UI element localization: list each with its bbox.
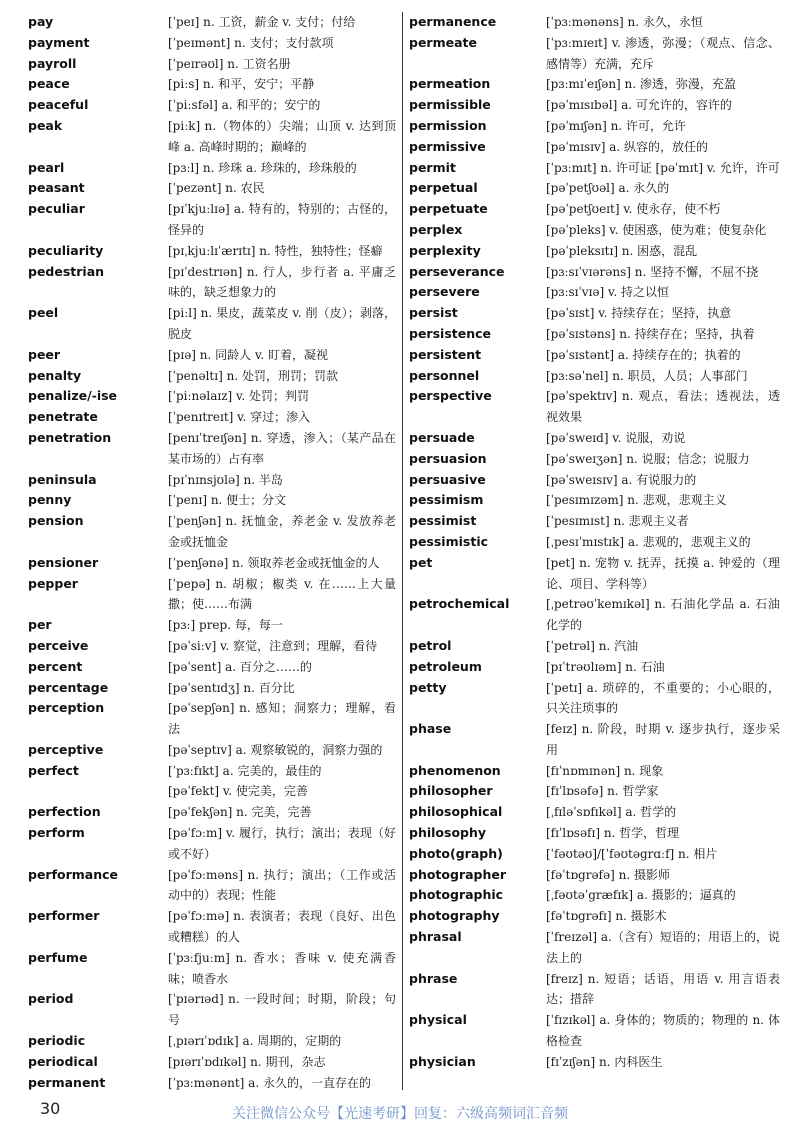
definition: [ˈpenʃənə] n. 领取养老金或抚恤金的人 bbox=[168, 555, 380, 570]
definition: [piːk] n.（物体的）尖端；山顶 v. 达到顶峰 a. 高峰时期的；巅峰的 bbox=[168, 118, 396, 154]
definition: [ˈpeɪmənt] n. 支付；支付款项 bbox=[168, 35, 334, 50]
headword: permeation bbox=[409, 76, 491, 92]
entry-row bbox=[409, 324, 780, 345]
entry-row bbox=[28, 948, 396, 990]
entry-row bbox=[28, 678, 396, 699]
headword: persuade bbox=[409, 429, 475, 445]
entry-row bbox=[409, 532, 780, 553]
entry-row bbox=[28, 1052, 396, 1073]
entry-row bbox=[28, 345, 396, 366]
headword: penalty bbox=[28, 367, 82, 383]
headword: peasant bbox=[28, 180, 85, 196]
entry-row bbox=[28, 428, 396, 470]
headword: payroll bbox=[28, 55, 77, 71]
definition: [pɪˈtrəʊlɪəm] n. 石油 bbox=[546, 659, 665, 674]
definition: [ˈpenʃən] n. 抚恤金，养老金 v. 发放养老金或抚恤金 bbox=[168, 514, 396, 549]
headword: permissible bbox=[409, 97, 491, 113]
definition: [pɪˈdestrɪən] n. 行人，步行者 a. 平庸乏味的，缺乏想象力的 bbox=[168, 264, 396, 300]
entry-row bbox=[28, 33, 396, 54]
headword: penetration bbox=[28, 429, 112, 445]
headword: philosophy bbox=[409, 825, 487, 841]
headword: physician bbox=[409, 1053, 476, 1069]
definition: [ˌpesɪˈmɪstɪk] a. 悲观的，悲观主义的 bbox=[546, 534, 751, 549]
headword: personnel bbox=[409, 367, 480, 383]
headword: pearl bbox=[28, 159, 65, 175]
entry-row bbox=[28, 740, 396, 761]
headword: pessimistic bbox=[409, 533, 489, 549]
headword: petrol bbox=[409, 637, 452, 653]
definition: [pəˈsɪst] v. 持续存在；坚持，执意 bbox=[546, 306, 732, 321]
headword: pepper bbox=[28, 575, 78, 591]
headword: peace bbox=[28, 76, 70, 92]
entry-row bbox=[409, 1010, 780, 1052]
headword: photographer bbox=[409, 866, 507, 882]
definition: [ˈpetɪ] a. 琐碎的，不重要的；小心眼的，只关注琐事的 bbox=[546, 680, 780, 716]
definition: [ˈfreɪzəl] a.（含有）短语的；用语上的，说法上的 bbox=[546, 930, 780, 965]
entry-row bbox=[409, 906, 780, 927]
entry-row bbox=[409, 74, 780, 95]
headword: pay bbox=[28, 14, 54, 29]
entry-row bbox=[28, 906, 396, 948]
entry-row bbox=[409, 885, 780, 906]
headword: penny bbox=[28, 492, 72, 508]
definition: [fɪˈlɒsəfɪ] n. 哲学，哲理 bbox=[546, 826, 680, 841]
entry-row bbox=[28, 12, 396, 33]
dictionary-page bbox=[28, 12, 780, 1092]
entry-row bbox=[28, 615, 396, 636]
entry-row bbox=[409, 33, 780, 75]
headword: persist bbox=[409, 305, 458, 321]
entry-row bbox=[28, 823, 396, 865]
headword: permanent bbox=[28, 1074, 106, 1090]
headword: phrasal bbox=[409, 929, 462, 945]
headword: philosophical bbox=[409, 804, 503, 820]
definition: [pəˈsɪstənt] a. 持续存在的；执着的 bbox=[546, 347, 741, 362]
headword: permission bbox=[409, 117, 487, 133]
entry-row bbox=[409, 781, 780, 802]
entry-row bbox=[409, 594, 780, 636]
definition: [pəˈsiːv] v. 察觉，注意到；理解，看待 bbox=[168, 638, 378, 653]
definition: [ˈpɪərɪəd] n. 一段时间；时期，阶段；句号 bbox=[168, 992, 396, 1028]
definition: [pəˈmɪsɪbəl] a. 可允许的，容许的 bbox=[546, 98, 732, 113]
definition: [ˈpɜːmɪeɪt] v. 渗透，弥漫；（观点、信念、感情等）充满，充斥 bbox=[546, 35, 780, 71]
definition: [ˌpɪərɪˈɒdɪk] a. 周期的，定期的 bbox=[168, 1034, 342, 1049]
headword: philosopher bbox=[409, 783, 493, 799]
headword: payment bbox=[28, 34, 90, 50]
headword: persevere bbox=[409, 284, 480, 300]
headword: permissive bbox=[409, 138, 486, 154]
definition: [ˈpɜːmənəns] n. 永久，永恒 bbox=[546, 15, 703, 29]
entry-row bbox=[409, 823, 780, 844]
entry-row bbox=[28, 761, 396, 782]
definition: [ˈpesɪmɪst] n. 悲观主义者 bbox=[546, 514, 689, 529]
definition: [pəˈsɪstəns] n. 持续存在；坚持，执着 bbox=[546, 326, 755, 341]
entry-row bbox=[28, 1073, 396, 1094]
headword: physical bbox=[409, 1012, 467, 1028]
headword: perfect bbox=[28, 762, 79, 778]
entry-row bbox=[28, 74, 396, 95]
entry-row bbox=[28, 470, 396, 491]
entry-row bbox=[28, 262, 396, 304]
headword: persistent bbox=[409, 346, 482, 362]
entry-row bbox=[409, 969, 780, 1011]
definition: [pɪˈkjuːlɪə] a. 特有的，特别的；古怪的，怪异的 bbox=[168, 202, 396, 237]
definition: [pəˈpleks] v. 使困惑，使为难；使复杂化 bbox=[546, 222, 767, 237]
entry-row bbox=[409, 449, 780, 470]
entry-row bbox=[28, 698, 396, 740]
entry-row bbox=[409, 116, 780, 137]
entry-row bbox=[28, 158, 396, 179]
entry-row bbox=[409, 282, 780, 303]
headword: perseverance bbox=[409, 263, 505, 279]
entry-row bbox=[28, 574, 396, 616]
headword: persuasive bbox=[409, 471, 486, 487]
headword: pet bbox=[409, 554, 433, 570]
entry-row bbox=[28, 95, 396, 116]
right-column bbox=[409, 12, 780, 1073]
definition: [ˈpeɪ] n. 工资，薪金 v. 支付；付给 bbox=[168, 15, 356, 29]
definition: [ˈfɪzɪkəl] a. 身体的；物质的；物理的 n. 体格检查 bbox=[546, 1013, 780, 1049]
entry-row bbox=[409, 386, 780, 428]
definition: [ˈpɜːmɪt] n. 许可证 [pəˈmɪt] v. 允许，许可 bbox=[546, 160, 780, 175]
entry-row bbox=[409, 511, 780, 532]
definition: [pɪˌkjuːlɪˈærɪtɪ] n. 特性，独特性；怪癖 bbox=[168, 243, 383, 258]
headword: perpetual bbox=[409, 180, 478, 196]
definition: [pɪə] n. 同龄人 v. 盯着，凝视 bbox=[168, 347, 328, 362]
left-column bbox=[28, 12, 396, 1093]
definition: [ˈpenəltɪ] n. 处罚，刑罚；罚款 bbox=[168, 368, 338, 383]
entry-row bbox=[409, 178, 780, 199]
headword: phrase bbox=[409, 970, 458, 986]
definition: [ˈpesɪmɪzəm] n. 悲观，悲观主义 bbox=[546, 493, 727, 508]
entry-row bbox=[28, 303, 396, 345]
definition: [pəˈmɪsɪv] a. 纵容的，放任的 bbox=[546, 139, 709, 154]
column-divider bbox=[402, 12, 403, 1090]
definition: [pəˈpetʃʊeɪt] v. 使永存，使不朽 bbox=[546, 202, 721, 217]
entry-row bbox=[28, 386, 396, 407]
definition: [ˈpiːsfəl] a. 和平的；安宁的 bbox=[168, 98, 321, 113]
headword: period bbox=[28, 991, 74, 1007]
definition: [ˈfəʊtəʊ]/[ˈfəʊtəgrɑːf] n. 相片 bbox=[546, 846, 718, 861]
entry-row bbox=[28, 553, 396, 574]
definition: [ˈpɜːmənənt] a. 永久的，一直存在的 bbox=[168, 1075, 371, 1090]
entry-row bbox=[409, 428, 780, 449]
definition: [ˈpeɪrəʊl] n. 工资名册 bbox=[168, 56, 291, 71]
headword: petrochemical bbox=[409, 596, 510, 612]
definition: [pəˈfekʃən] n. 完美，完善 bbox=[168, 805, 312, 820]
headword: peculiar bbox=[28, 201, 85, 217]
headword: per bbox=[28, 617, 52, 633]
definition: [fəˈtɒgrəfɪ] n. 摄影术 bbox=[546, 909, 667, 924]
headword: penetrate bbox=[28, 409, 98, 425]
headword: pessimism bbox=[409, 492, 484, 508]
entry-row bbox=[28, 407, 396, 428]
definition: [pɜːl] n. 珍珠 a. 珍珠的，珍珠般的 bbox=[168, 160, 357, 175]
definition: [fəˈtɒgrəfə] n. 摄影师 bbox=[546, 867, 670, 882]
definition: [fɪˈzɪʃən] n. 内科医生 bbox=[546, 1054, 663, 1069]
entry-row bbox=[409, 158, 780, 179]
entry-row bbox=[409, 137, 780, 158]
definition: [fɪˈlɒsəfə] n. 哲学家 bbox=[546, 784, 659, 799]
headword: peak bbox=[28, 117, 63, 133]
headword: petroleum bbox=[409, 658, 482, 674]
entry-row bbox=[409, 345, 780, 366]
headword: performance bbox=[28, 866, 119, 882]
headword: perspective bbox=[409, 388, 492, 404]
definition: [ˈpenɪtreɪt] v. 穿过；渗入 bbox=[168, 410, 311, 425]
entry-row bbox=[409, 636, 780, 657]
definition: [ˈpezənt] n. 农民 bbox=[168, 181, 265, 196]
entry-row bbox=[409, 927, 780, 969]
definition: [pəˈpetʃʊəl] a. 永久的 bbox=[546, 181, 670, 196]
entry-row bbox=[28, 54, 396, 75]
definition: [ˈpɜːfjuːm] n. 香水；香味 v. 使充满香味；喷香水 bbox=[168, 950, 396, 986]
definition: [ˌfɪləˈsɒfɪkəl] a. 哲学的 bbox=[546, 805, 677, 820]
headword: peninsula bbox=[28, 471, 97, 487]
headword: phenomenon bbox=[409, 762, 501, 778]
entry-row bbox=[409, 470, 780, 491]
definition: [ˌfəʊtəˈgræfɪk] a. 摄影的；逼真的 bbox=[546, 888, 736, 903]
entry-row bbox=[409, 12, 780, 33]
entry-row bbox=[409, 220, 780, 241]
headword: perception bbox=[28, 700, 105, 716]
definition: [pəˈseptɪv] a. 观察敏锐的，洞察力强的 bbox=[168, 742, 383, 757]
headword: peaceful bbox=[28, 97, 89, 113]
definition: [pɪərɪˈɒdɪkəl] n. 期刊，杂志 bbox=[168, 1054, 326, 1069]
definition: [pəˈsent] a. 百分之……的 bbox=[168, 659, 312, 674]
definition: [pet] n. 宠物 v. 抚弄，抚摸 a. 钟爱的（理论、项目、学科等） bbox=[546, 555, 780, 591]
headword: periodic bbox=[28, 1033, 86, 1049]
definition: [pɜː] prep. 每，每一 bbox=[168, 618, 283, 633]
headword: peer bbox=[28, 346, 61, 362]
headword: pessimist bbox=[409, 513, 477, 529]
headword: persuasion bbox=[409, 450, 487, 466]
entry-row bbox=[409, 553, 780, 595]
definition: [pɜːsɪˈvɪə] v. 持之以恒 bbox=[546, 285, 670, 300]
entry-row bbox=[409, 262, 780, 283]
definition: [ˈpepə] n. 胡椒；椒类 v. 在……上大量撒；使……布满 bbox=[168, 576, 396, 612]
definition: [ˈpenɪ] n. 便士；分文 bbox=[168, 493, 287, 508]
entry-row bbox=[28, 241, 396, 262]
definition: [pəˈsweɪsɪv] a. 有说服力的 bbox=[546, 472, 697, 487]
headword: perceptive bbox=[28, 741, 104, 757]
entry-row bbox=[409, 490, 780, 511]
headword: penalize/-ise bbox=[28, 388, 118, 404]
headword: peculiarity bbox=[28, 242, 104, 258]
entry-row bbox=[409, 366, 780, 387]
headword: photo(graph) bbox=[409, 845, 503, 861]
entry-row bbox=[409, 761, 780, 782]
entry-row bbox=[28, 781, 396, 802]
definition: [fɪˈnɒmɪnən] n. 现象 bbox=[546, 763, 664, 778]
entry-row bbox=[28, 511, 396, 553]
definition: [pəˈsweɪʒən] n. 说服；信念；说服力 bbox=[546, 451, 750, 466]
definition: [pɪˈnɪnsjʊlə] n. 半岛 bbox=[168, 472, 283, 487]
definition: [pəˈmɪʃən] n. 许可，允许 bbox=[546, 118, 686, 133]
footer-note: 关注微信公众号【光速考研】回复：六级高频词汇音频 bbox=[232, 1106, 568, 1122]
headword: pension bbox=[28, 513, 84, 529]
entry-row bbox=[409, 1052, 780, 1073]
headword: phase bbox=[409, 721, 452, 737]
page-number: 30 bbox=[40, 1099, 61, 1118]
headword: persistence bbox=[409, 325, 491, 341]
entry-row bbox=[409, 303, 780, 324]
definition: [penɪˈtreɪʃən] n. 穿透，渗入；（某产品在某市场的）占有率 bbox=[168, 430, 396, 466]
headword: perplexity bbox=[409, 242, 481, 258]
definition: [pəˈsentɪdʒ] n. 百分比 bbox=[168, 680, 295, 695]
entry-row bbox=[409, 678, 780, 720]
entry-row bbox=[28, 865, 396, 907]
definition: [pəˈspektɪv] n. 观点，看法；透视法，透视效果 bbox=[546, 389, 780, 425]
definition: [ˈpiːnəlaɪz] v. 处罚；判罚 bbox=[168, 389, 310, 404]
definition: [pɜːmɪˈeɪʃən] n. 渗透，弥漫，充盈 bbox=[546, 77, 736, 92]
entry-row bbox=[409, 802, 780, 823]
entry-row bbox=[28, 1031, 396, 1052]
definition: [pəˈfɔːmə] n. 表演者；表现（良好、出色或糟糕）的人 bbox=[168, 909, 396, 945]
definition: [piːs] n. 和平，安宁；平静 bbox=[168, 77, 315, 92]
definition: [ˌpetrəʊˈkemɪkəl] n. 石油化学品 a. 石油化学的 bbox=[546, 597, 780, 633]
entry-row bbox=[28, 657, 396, 678]
definition: [pɜːsɪˈvɪərəns] n. 坚持不懈，不屈不挠 bbox=[546, 264, 759, 279]
entry-row bbox=[28, 199, 396, 241]
headword: peel bbox=[28, 305, 59, 321]
definition: [pəˈsepʃən] n. 感知；洞察力；理解，看法 bbox=[168, 701, 396, 737]
headword: permit bbox=[409, 159, 456, 175]
headword: permanence bbox=[409, 14, 497, 29]
entry-row bbox=[28, 490, 396, 511]
entry-row bbox=[28, 989, 396, 1031]
headword: pensioner bbox=[28, 554, 99, 570]
definition: [pəˈfɔːm] v. 履行，执行；演出；表现（好或不好） bbox=[168, 826, 396, 861]
headword: percentage bbox=[28, 679, 109, 695]
headword: performer bbox=[28, 908, 100, 924]
definition: [piːl] n. 果皮，蔬菜皮 v. 削（皮）；剥落，脱皮 bbox=[168, 306, 396, 341]
entry-row bbox=[28, 116, 396, 158]
definition: [pɜːsəˈnel] n. 职员，人员；人事部门 bbox=[546, 368, 748, 383]
entry-row bbox=[28, 178, 396, 199]
headword: petty bbox=[409, 679, 447, 695]
headword: photographic bbox=[409, 887, 504, 903]
headword: perform bbox=[28, 825, 85, 841]
entry-row bbox=[409, 95, 780, 116]
entry-row bbox=[28, 802, 396, 823]
headword: photography bbox=[409, 908, 500, 924]
definition: [freɪz] n. 短语；话语，用语 v. 用言语表达；措辞 bbox=[546, 971, 780, 1007]
headword: perfume bbox=[28, 949, 88, 965]
entry-row bbox=[409, 719, 780, 761]
headword: perpetuate bbox=[409, 201, 488, 217]
headword: perfection bbox=[28, 804, 101, 820]
entry-row bbox=[409, 865, 780, 886]
headword: permeate bbox=[409, 34, 477, 50]
definition: [pəˈpleksɪtɪ] n. 困惑，混乱 bbox=[546, 243, 698, 258]
entry-row bbox=[28, 636, 396, 657]
entry-row bbox=[409, 199, 780, 220]
definition: [pəˈfɔːməns] n. 执行；演出；（工作或活动中的）表现；性能 bbox=[168, 867, 396, 903]
definition: [pəˈsweɪd] v. 说服，劝说 bbox=[546, 430, 686, 445]
definition: [pəˈfekt] v. 使完美，完善 bbox=[168, 784, 308, 799]
entry-row bbox=[409, 241, 780, 262]
entry-row bbox=[409, 844, 780, 865]
entry-row bbox=[409, 657, 780, 678]
headword: perplex bbox=[409, 221, 463, 237]
headword: percent bbox=[28, 658, 83, 674]
headword: periodical bbox=[28, 1053, 98, 1069]
definition: [ˈpɜːfɪkt] a. 完美的，最佳的 bbox=[168, 763, 322, 778]
headword: perceive bbox=[28, 637, 89, 653]
definition: [ˈpetrəl] n. 汽油 bbox=[546, 638, 639, 653]
definition: [feɪz] n. 阶段，时期 v. 逐步执行，逐步采用 bbox=[546, 722, 780, 757]
entry-row bbox=[28, 366, 396, 387]
headword: pedestrian bbox=[28, 263, 105, 279]
